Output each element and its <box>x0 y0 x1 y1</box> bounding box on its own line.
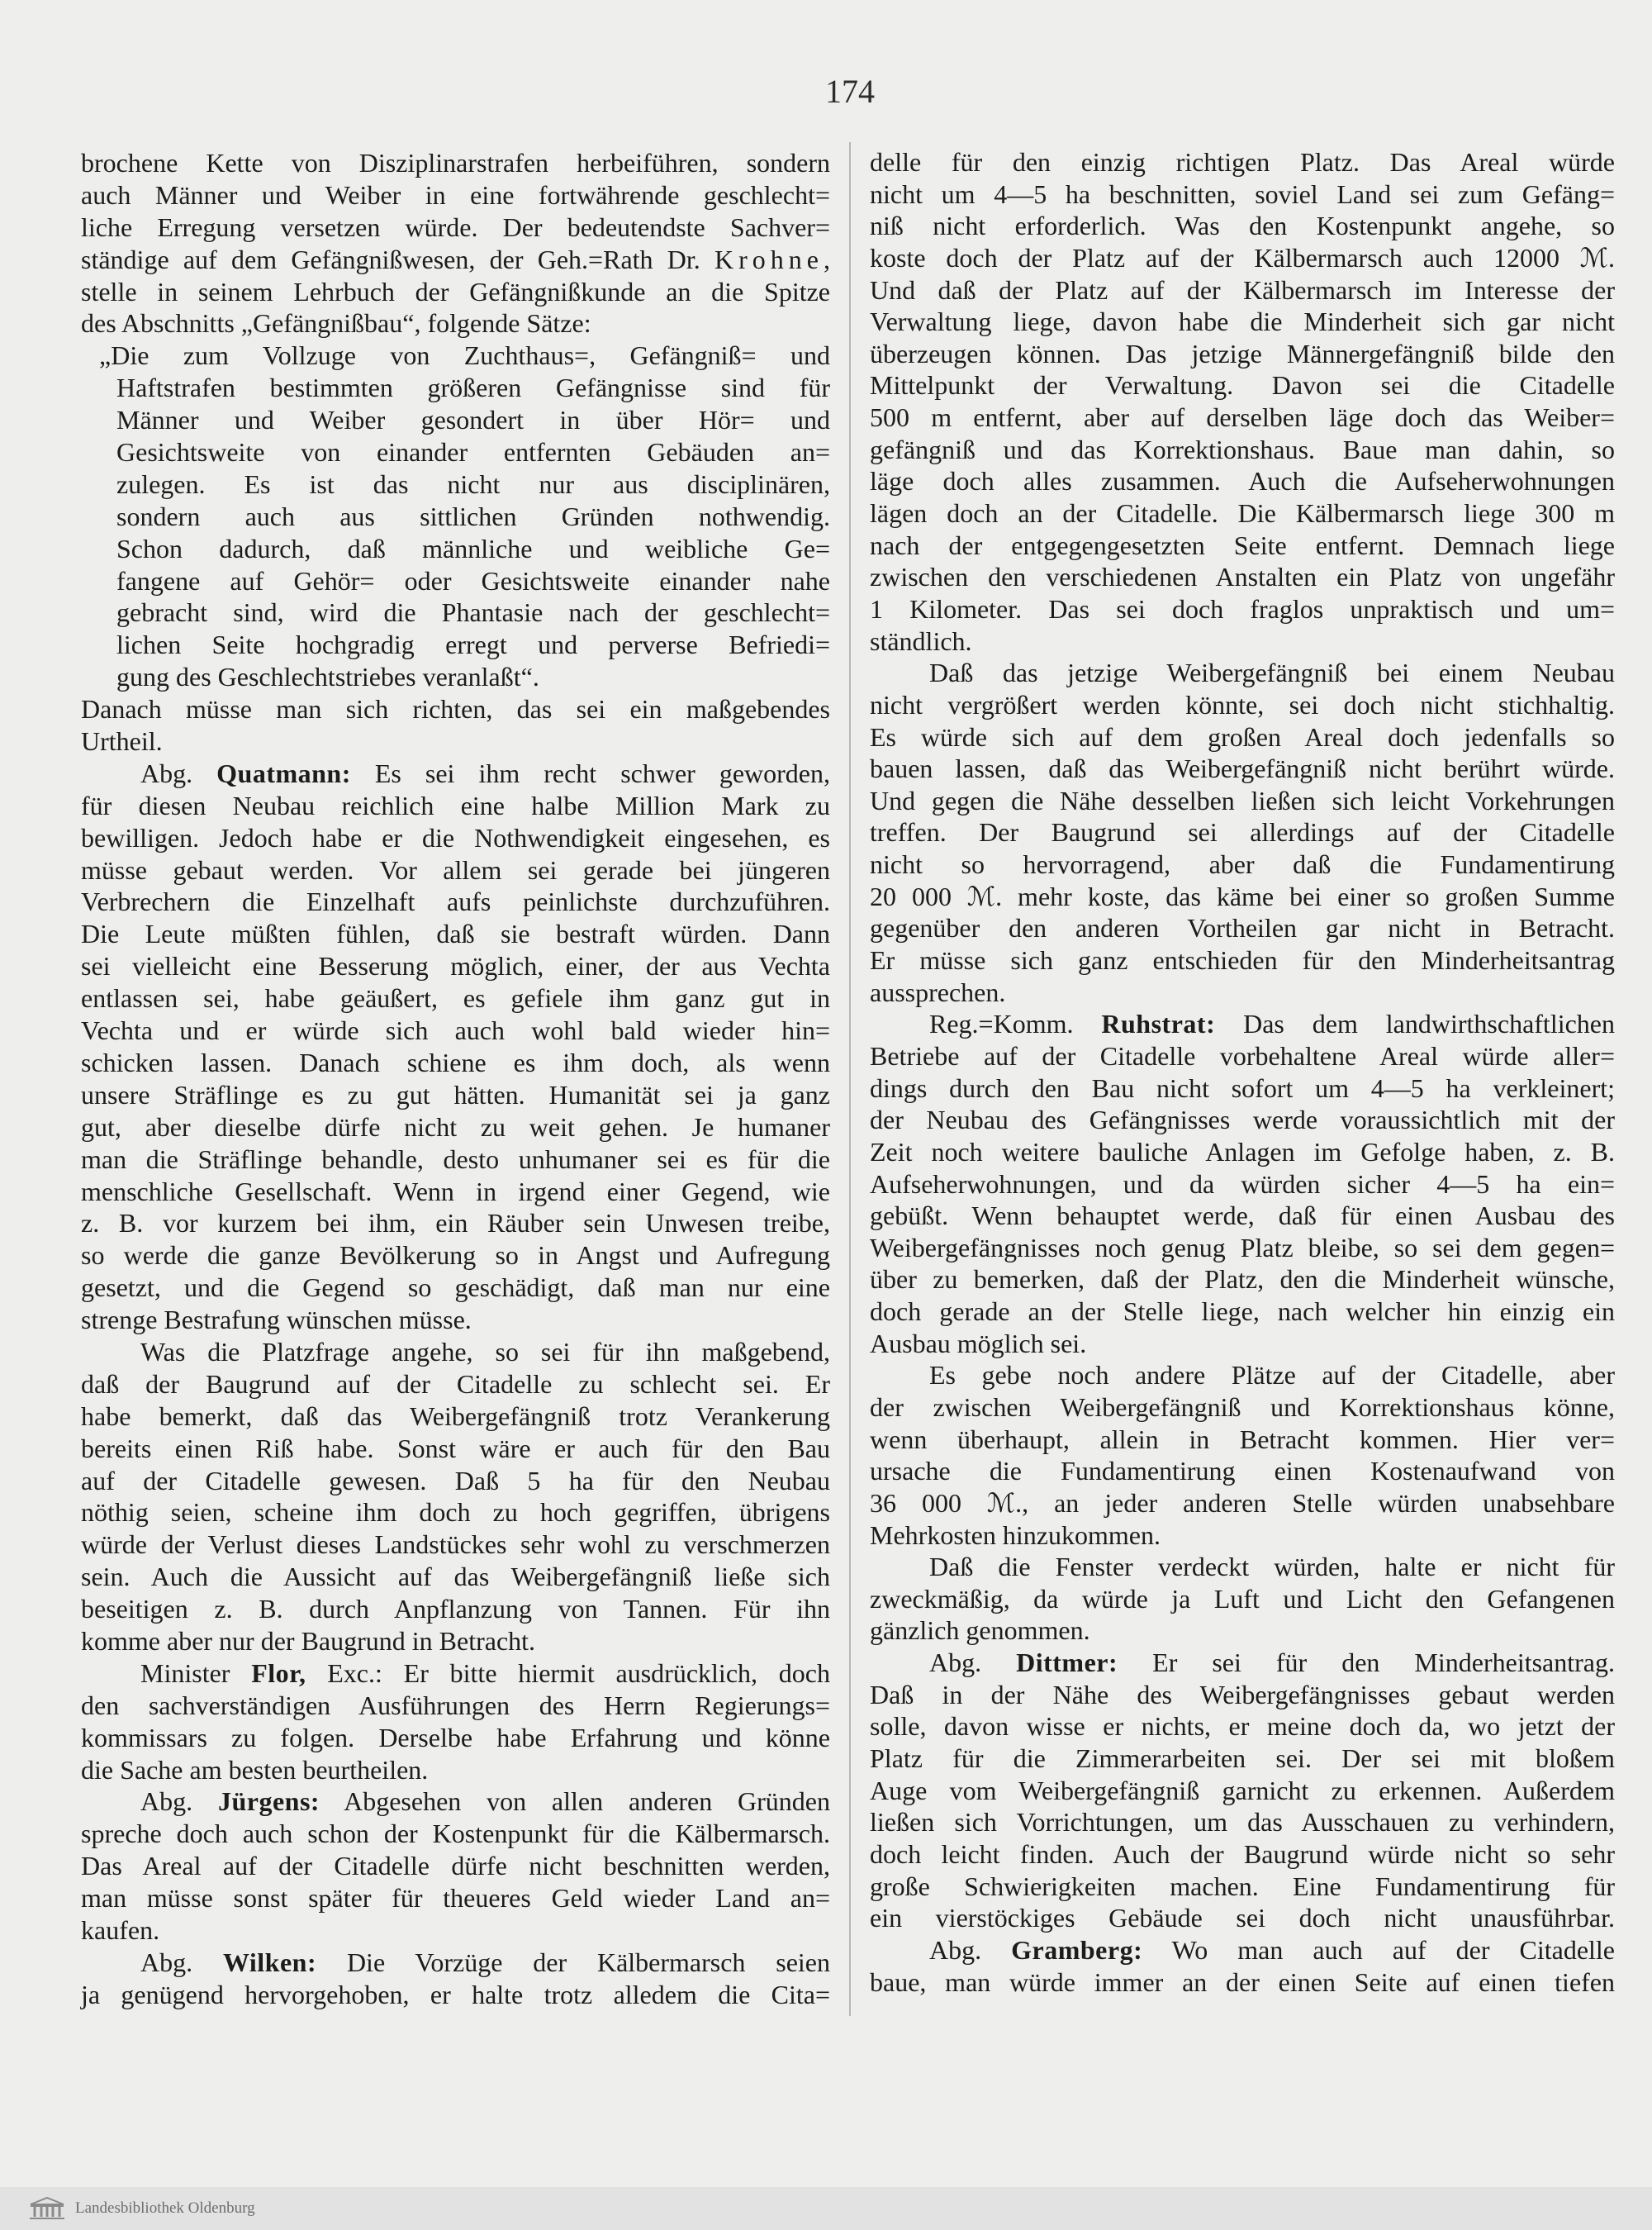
text-line: die Sache am besten beurtheilen. <box>81 1754 429 1785</box>
text-line: Zeit noch weitere bauliche Anlagen im Gefolge haben, z. B. <box>870 1136 1615 1167</box>
quote-line: Haftstrafen bestimmten größeren Gefängnisse sind für <box>116 373 830 403</box>
text-line: gesetzt, und die Gegend so geschädigt, daß man nur eine <box>81 1272 830 1303</box>
text-line: Daß in der Nähe des Weibergefängnisses gebaut werden <box>870 1679 1615 1709</box>
text-line: gänzlich genommen. <box>870 1615 1090 1646</box>
quote-line: Männer und Weiber gesondert in über Hör= und <box>116 405 830 435</box>
line-text: Abg. <box>140 1947 223 1977</box>
text-line: sein. Auch die Aussicht auf das Weibergefängniß ließe sich <box>81 1562 830 1592</box>
text-line: ließen sich Vorrichtungen, um das Ausschauen zu verhindern, <box>870 1807 1615 1838</box>
text-line: habe bemerkt, daß das Weibergefängniß trotz Verankerung <box>81 1400 830 1431</box>
text-line: auch Männer und Weiber in eine fortwährende geschlecht= <box>81 179 830 210</box>
text-line: 36 000 ℳ., an jeder anderen Stelle würden unabsehbare <box>870 1487 1615 1518</box>
text-line: 20 000 ℳ. mehr koste, das käme bei einer so großen Summe <box>870 881 1615 911</box>
text-line: der zwischen Weibergefängniß und Korrektionshaus könne, <box>870 1391 1615 1422</box>
text-line: doch gerade an der Stelle liege, nach welcher hin einzig ein <box>870 1296 1615 1327</box>
speaker-name: Dittmer: <box>1016 1648 1118 1678</box>
line-text: Die Vorzüge der Kälbermarsch seien <box>316 1947 831 1977</box>
text-line: Daß die Fenster verdeckt würden, halte er nicht für <box>929 1552 1615 1582</box>
text-line: treffen. Der Baugrund sei allerdings auf der Citadelle <box>870 817 1615 848</box>
quote-line: „Die zum Vollzuge von Zuchthaus=, Gefängniß= und <box>99 340 830 371</box>
line-text: Das dem landwirthschaftlichen <box>1215 1009 1616 1039</box>
left-column <box>81 147 830 2011</box>
text-line: zwischen den verschiedenen Anstalten ein Platz von ungefähr <box>870 562 1615 592</box>
line-text: Exc.: Er bitte hiermit ausdrücklich, doch <box>306 1657 831 1688</box>
line-text: Wo man auch auf der Citadelle <box>1142 1934 1616 1965</box>
text-line: ein vierstöckiges Gebäude sei doch nicht unausführbar. <box>870 1903 1615 1933</box>
quote-line: fangene auf Gehör= oder Gesichtsweite einander nahe <box>116 565 830 596</box>
text-line: Es gebe noch andere Plätze auf der Citadelle, aber <box>929 1360 1615 1391</box>
text-line: brochene Kette von Disziplinarstrafen herbeiführen, sondern <box>81 148 830 178</box>
text-line: menschliche Gesellschaft. Wenn in irgend einer Gegend, wie <box>81 1176 830 1206</box>
text-line: Die Leute müßten fühlen, daß sie bestraft würden. Dann <box>81 919 830 949</box>
text-line: bauen lassen, daß das Weibergefängniß nicht berührt würde. <box>870 754 1615 784</box>
text-line: beseitigen z. B. durch Anpflanzung von Tannen. Für ihn <box>81 1594 830 1624</box>
text-line: gefängniß und das Korrektionshaus. Baue man dahin, so <box>870 434 1615 464</box>
text-line: Was die Platzfrage angehe, so sei für ihn maßgebend, <box>140 1336 830 1367</box>
text-line: der Neubau des Gefängnisses werde voraussichtlich mit der <box>870 1105 1615 1135</box>
text-line: lägen doch an der Citadelle. Die Kälbermarsch liege 300 m <box>870 498 1615 529</box>
text-line: unsere Sträflinge es zu gut hätten. Humanität sei ja ganz <box>81 1079 830 1110</box>
text-line: Auge vom Weibergefängniß garnicht zu erkennen. Außerdem <box>870 1775 1615 1805</box>
library-building-icon <box>28 2195 66 2222</box>
text-line: Und gegen die Nähe desselben ließen sich leicht Vorkehrungen <box>870 785 1615 815</box>
speaker-name: Quatmann: <box>216 758 351 788</box>
quote-line: gebracht sind, wird die Phantasie nach der geschlecht= <box>116 597 830 628</box>
text-line: man die Sträflinge behandle, desto unhumaner sei es für die <box>81 1144 830 1174</box>
text-line: des Abschnitts „Gefängnißbau“, folgende Sätze: <box>81 308 591 339</box>
text-line: Er müsse sich ganz entschieden für den Minderheitsantrag <box>870 945 1615 976</box>
line-text: Abgesehen von allen anderen Gründen <box>320 1786 831 1817</box>
text-line: dings durch den Bau nicht sofort um 4—5 ha verkleinert; <box>870 1072 1615 1103</box>
text-line <box>870 1647 1615 1679</box>
text-line: nöthig seien, scheine ihm doch zu hoch gegriffen, übrigens <box>81 1497 830 1528</box>
text-line: baue, man würde immer an der einen Seite auf einen tiefen <box>870 1966 1615 1997</box>
text-line: niß nicht erforderlich. Was den Kostenpunkt angehe, so <box>870 211 1615 241</box>
speaker-name: Wilken: <box>222 1947 317 1977</box>
quote-line: Schon dadurch, daß männliche und weibliche Ge= <box>116 533 830 563</box>
text-line: Betriebe auf der Citadelle vorbehaltene Areal würde aller= <box>870 1040 1615 1071</box>
text-line: doch leicht finden. Auch der Baugrund würde nicht so sehr <box>870 1838 1615 1869</box>
text-line: ursache die Fundamentirung einen Kostenaufwand von <box>870 1456 1615 1486</box>
text-line: gegenüber den anderen Vortheilen gar nicht in Betracht. <box>870 913 1615 944</box>
text-line: für diesen Neubau reichlich eine halbe Million Mark zu <box>81 790 830 820</box>
text-line: stelle in seinem Lehrbuch der Gefängnißkunde an die Spitze <box>81 276 830 307</box>
text-line: den sachverständigen Ausführungen des Herrn Regierungs= <box>81 1690 830 1720</box>
text-line: 500 m entfernt, aber auf derselben läge doch das Weiber= <box>870 402 1615 433</box>
text-line: kaufen. <box>81 1914 160 1945</box>
text-line: kommissars zu folgen. Derselbe habe Erfahrung und könne <box>81 1722 830 1752</box>
text-line: koste doch der Platz auf der Kälbermarsch auch 12000 ℳ. <box>870 242 1615 273</box>
line-text: , <box>824 244 830 274</box>
right-column <box>870 146 1615 1998</box>
speaker-name: Ruhstrat: <box>1101 1009 1216 1039</box>
line-text: Abg. <box>929 1934 1012 1965</box>
quote-line: lichen Seite hochgradig erregt und perverse Befriedi= <box>116 630 830 660</box>
text-line: Aufseherwohnungen, und da würden sicher 4—5 ha ein= <box>870 1168 1615 1199</box>
text-line: Das Areal auf der Citadelle dürfe nicht beschnitten werden, <box>81 1851 830 1881</box>
text-line: Und daß der Platz auf der Kälbermarsch im Interesse der <box>870 274 1615 305</box>
text-line: bereits einen Riß habe. Sonst wäre er auch für den Bau <box>81 1433 830 1463</box>
line-text: ständige auf dem Gefängnißwesen, der Geh.=Rath Dr. <box>81 244 715 274</box>
text-line: große Schwierigkeiten machen. Eine Fundamentirung für <box>870 1871 1615 1901</box>
speaker-name: Flor, <box>251 1657 306 1688</box>
text-line: Verwaltung liege, davon habe die Minderheit sich gar nicht <box>870 307 1615 337</box>
text-line: strenge Bestrafung wünschen müsse. <box>81 1305 472 1335</box>
quote-line: zulegen. Es ist das nicht nur aus disciplinären, <box>116 468 830 499</box>
text-line: gut, aber dieselbe dürfe nicht zu weit gehen. Je humaner <box>81 1111 830 1142</box>
text-line: so werde die ganze Bevölkerung so in Angst und Aufregung <box>81 1240 830 1271</box>
speaker-name: Gramberg: <box>1011 1934 1143 1965</box>
text-line: daß der Baugrund auf der Citadelle zu schlecht sei. Er <box>81 1368 830 1399</box>
text-line: sei vielleicht eine Besserung möglich, einer, der aus Vechta <box>81 951 830 982</box>
text-line: überzeugen können. Das jetzige Männergefängniß bilde den <box>870 338 1615 368</box>
line-text: Reg.=Komm. <box>929 1009 1102 1039</box>
quote-line: gung des Geschlechtstriebes veranlaßt“. <box>116 662 539 692</box>
text-line <box>81 1785 830 1818</box>
text-line: delle für den einzig richtigen Platz. Das Areal würde <box>870 147 1615 177</box>
spaced-name: Krohne <box>714 244 824 274</box>
text-line: Es würde sich auf dem großen Areal doch jedenfalls so <box>870 721 1615 752</box>
line-text: Er sei für den Minderheitsantrag. <box>1118 1648 1615 1678</box>
text-line: z. B. vor kurzem bei ihm, ein Räuber sein Unwesen treibe, <box>81 1208 830 1239</box>
text-line: auf der Citadelle gewesen. Daß 5 ha für den Neubau <box>81 1465 830 1495</box>
quote-line: sondern auch aus sittlichen Gründen nothwendig. <box>116 501 830 531</box>
text-line: nach der entgegengesetzten Seite entfernt. Demnach liege <box>870 530 1615 560</box>
text-line: Vechta und er würde sich auch wohl bald wieder hin= <box>81 1015 830 1046</box>
text-line: komme aber nur der Baugrund in Betracht. <box>81 1625 536 1656</box>
text-line: ja genügend hervorgehoben, er halte trotz alledem die Cita= <box>81 1979 830 2009</box>
text-line: zweckmäßig, da würde ja Luft und Licht den Gefangenen <box>870 1583 1615 1614</box>
text-line: wenn überhaupt, allein in Betracht kommen. Hier ver= <box>870 1424 1615 1454</box>
text-line: läge doch alles zusammen. Auch die Aufseherwohnungen <box>870 466 1615 497</box>
text-line: Weibergefängnisses noch genug Platz bleibe, so sei dem gegen= <box>870 1232 1615 1262</box>
text-line: ständlich. <box>870 625 972 656</box>
line-text: Es sei ihm recht schwer geworden, <box>350 758 831 788</box>
text-line: nicht um 4—5 ha beschnitten, soviel Land sei zum Gefäng= <box>870 178 1615 209</box>
text-line <box>81 244 830 276</box>
text-line <box>81 1947 830 1979</box>
text-line: Danach müsse man sich richten, das sei ein maßgebendes <box>81 694 830 725</box>
footer-bar <box>0 2187 1652 2230</box>
line-text: Minister <box>140 1657 252 1688</box>
text-line: über zu bemerken, daß der Platz, den die Minderheit wünsche, <box>870 1264 1615 1295</box>
text-line: Verbrechern die Einzelhaft aufs peinlichste durchzuführen. <box>81 887 830 917</box>
text-line: würde der Verlust dieses Landstückes sehr wohl zu verschmerzen <box>81 1529 830 1560</box>
text-line: Urtheil. <box>81 726 163 757</box>
text-line: aussprechen. <box>870 977 1006 1007</box>
column-divider <box>849 142 851 2016</box>
text-line: spreche doch auch schon der Kostenpunkt für die Kälbermarsch. <box>81 1819 830 1849</box>
text-line <box>81 758 830 790</box>
text-line: gebüßt. Wenn behauptet werde, daß für einen Ausbau des <box>870 1201 1615 1231</box>
line-text: Abg. <box>140 758 217 788</box>
text-line: Daß das jetzige Weibergefängniß bei einem Neubau <box>929 658 1615 688</box>
text-line <box>870 1934 1615 1966</box>
text-line: Ausbau möglich sei. <box>870 1328 1087 1358</box>
text-line: 1 Kilometer. Das sei doch fraglos unpraktisch und um= <box>870 593 1615 624</box>
quote-line: Gesichtsweite von einander entfernten Gebäuden an= <box>116 437 830 468</box>
text-line: liche Erregung versetzen würde. Der bedeutendste Sachver= <box>81 212 830 242</box>
text-line: entlassen sei, habe geäußert, es gefiele ihm ganz gut in <box>81 983 830 1014</box>
text-line: Mehrkosten hinzukommen. <box>870 1519 1161 1550</box>
text-line: Mittelpunkt der Verwaltung. Davon sei die Citadelle <box>870 370 1615 401</box>
line-text: Abg. <box>140 1786 218 1817</box>
line-text: Abg. <box>929 1648 1017 1678</box>
page-number: 174 <box>825 73 875 110</box>
text-line <box>81 1657 830 1690</box>
text-line: solle, davon wisse er nichts, er meine doch da, wo jetzt der <box>870 1711 1615 1742</box>
text-line <box>870 1008 1615 1040</box>
text-line: schicken lassen. Danach schiene es ihm doch, als wenn <box>81 1047 830 1077</box>
text-line: müsse gebaut werden. Vor allem sei gerade bei jüngeren <box>81 854 830 885</box>
library-credit: Landesbibliothek Oldenburg <box>75 2199 255 2217</box>
text-line: man müsse sonst später für theueres Geld wieder Land an= <box>81 1883 830 1914</box>
text-line: Platz für die Zimmerarbeiten sei. Der sei mit bloßem <box>870 1743 1615 1774</box>
text-line: bewilligen. Jedoch habe er die Nothwendigkeit eingesehen, es <box>81 822 830 853</box>
text-line: nicht so hervorragend, aber daß die Fundamentirung <box>870 849 1615 880</box>
speaker-name: Jürgens: <box>217 1786 320 1817</box>
text-line: nicht vergrößert werden könnte, sei doch nicht stichhaltig. <box>870 689 1615 720</box>
